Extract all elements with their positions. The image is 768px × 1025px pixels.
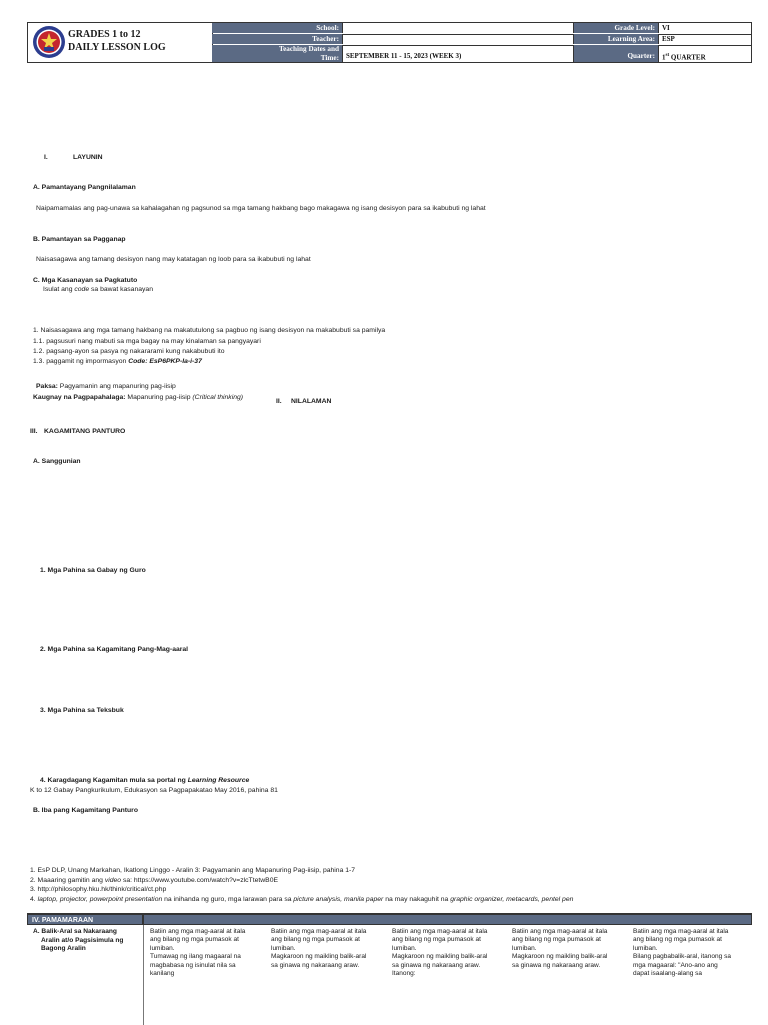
pamantayan-pagganap-label: B. Pamantayan sa Pagganap [33,236,126,243]
section-ii-heading: NILALAMAN [291,398,332,405]
day-1-line: Batiin ang mga mag-aaral at itala [150,928,246,935]
dates-value[interactable]: SEPTEMBER 11 - 15, 2023 (WEEK 3) [342,45,574,62]
dates-label-line-2: Time: [320,53,339,62]
other-2-em: video [104,877,122,884]
other-material-1: 1. EsP DLP, Unang Markahan, Ikatlong Linggo - Aralin 3: Pagyamanin ang Mapanuring Pag-iisip, pahina 1-7 [30,867,356,874]
teacher-value[interactable] [342,34,574,44]
quarter-text: QUARTER [669,53,706,62]
balik-aral-label-2: Aralin at/o Pagsisimula ng [41,936,124,944]
learning-resource-text: K to 12 Gabay Pangkurikulum, Edukasyon sa Pagpapakatao May 2016, pahina 81 [30,787,278,794]
learning-resource-label [40,777,249,785]
day-1-line: magbabasa ng isinulat nila sa [150,961,236,969]
section-i-roman: I. [44,154,48,161]
teacher-label: Teacher: [212,34,342,44]
paksa-label: Paksa: [36,383,58,390]
day-1-line: lumiban. [150,944,175,952]
day-4-line: lumiban. [512,944,537,952]
gabay-guro-label: 1. Mga Pahina sa Gabay ng Guro [40,567,146,574]
kagamitang-mag-aaral-label: 2. Mga Pahina sa Kagamitang Pang-Mag-aaral [40,646,189,653]
learning-area-label: Learning Area: [574,34,658,44]
day-4-line: ang bilang ng mga pumasok at [512,936,601,944]
kaugnay-em: (Critical thinking) [192,394,244,401]
day-4-line: Batiin ang mga mag-aaral at itala [512,928,608,935]
day-4-line: sa ginawa ng nakaraang araw. [512,961,601,969]
learning-resource-pre: 4. Karagdagang Kagamitan mula sa portal ng [40,777,188,784]
day-5-line: Batiin ang mga mag-aaral at itala [633,928,729,935]
kasanayan-subtitle [43,286,153,294]
kasanayan-sub-pre: Isulat ang [43,286,75,293]
title-line-1: GRADES 1 to 12 [68,29,141,40]
other-2-pre: 2. Maaaring gamitin ang [30,877,105,884]
quarter-label: Quarter: [574,45,658,62]
competency-1-1: 1.1. pagsusuri nang mabuti sa mga bagay na may kinalaman sa pangyayari [33,338,261,345]
day-5-line: dapat isaalang-alang sa [633,970,703,978]
other-4-d: picture analysis, manila paper [293,896,384,903]
competency-code: Code: EsP6PKP-Ia-i-37 [128,358,202,365]
other-4-b: laptop, projector, powerpoint presentation [37,896,163,903]
paksa-text: Pagyamanin ang mapanuring pag-iisip [57,383,176,390]
day-3-cell [392,928,510,979]
procedure-heading: IV. PAMAMARAAN [27,914,143,925]
day-2-line: lumiban. [271,944,296,952]
dates-label-line-1: Teaching Dates and [278,45,339,53]
day-3-line: Itanong: [392,970,416,978]
learning-area-value[interactable]: ESP [658,34,751,44]
competency-1-3 [33,358,202,366]
kasanayan-label: C. Mga Kasanayan sa Pagkatuto [33,277,138,284]
balik-aral-label [33,928,123,954]
day-3-line: Magkaroon ng maikling balik-aral [392,953,488,961]
other-4-a: 4. [30,896,38,903]
other-material-2 [30,877,278,885]
day-2-cell [271,928,389,970]
quarter-value[interactable] [658,45,751,62]
section-iii-roman: III. [30,428,38,435]
competency-1-3-text: 1.3. paggamit ng impormasyon [33,358,129,365]
day-1-line: Tumawag ng ilang magaaral na [150,953,241,961]
pamantayang-pangnilalaman-label: A. Pamantayang Pangnilalaman [33,184,136,191]
day-2-line: Batiin ang mga mag-aaral at itala [271,928,367,935]
section-ii-roman: II. [276,398,282,405]
header-table [27,22,752,63]
logo-cell [28,23,213,62]
day-4-cell [512,928,630,970]
other-material-3[interactable]: 3. http://philosophy.hku.hk/think/critical/ct.php [30,886,167,893]
procedure-heading-fill [143,914,752,925]
paksa-line [36,383,176,391]
competency-1-2: 1.2. pagsang-ayon sa pasya ng nakararami kung nakabubuti ito [33,348,225,355]
header-row-dates [212,45,751,62]
grade-level-value[interactable]: VI [658,23,751,33]
youtube-link[interactable]: sa: https://www.youtube.com/watch?v=zlcTtetwB0E [121,877,279,884]
day-5-line: mga magaaral: "Ano-ano ang [633,961,718,969]
day-1-line: ang bilang ng mga pumasok at [150,936,239,944]
day-5-line: ang bilang ng mga pumasok at [633,936,722,944]
sanggunian-label: A. Sanggunian [33,458,81,465]
balik-aral-label-3: Bagong Aralin [41,945,86,953]
pamantayan-pagganap-text: Naisasagawa ang tamang desisyon nang may katatagan ng loob para sa ikabubuti ng lahat [36,256,311,263]
column-divider [143,925,144,1025]
pamantayang-pangnilalaman-text: Naipamamalas ang pag-unawa sa kahalagahan ng pagsunod sa mga tamang hakbang bago makagawa ng isang desisyon para sa ikabubuti ng lahat [36,205,486,212]
dates-label [212,45,342,62]
school-label: School: [212,23,342,33]
quarter-suffix: st [665,53,670,58]
title-line-2: DAILY LESSON LOG [68,42,166,53]
day-5-line: lumiban. [633,944,658,952]
kasanayan-sub-em: code [74,286,90,293]
procedure-table [27,913,752,1025]
other-4-e: na may nakaguhit na [383,896,451,903]
day-2-line: ang bilang ng mga pumasok at [271,936,360,944]
grade-level-label: Grade Level: [574,23,658,33]
kaugnay-line [33,394,243,402]
competency-1: 1. Naisasagawa ang mga tamang hakbang na makatutulong sa pagbuo ng isang desisyon na makabubuti sa pamilya [33,327,386,334]
kaugnay-text: Mapanuring pag-iisip [125,394,193,401]
day-2-line: Magkaroon ng maikling balik-aral [271,953,367,961]
day-3-line: sa ginawa ng nakaraang araw. [392,961,481,969]
deped-seal-icon [32,25,66,59]
kaugnay-label: Kaugnay na Pagpapahalaga: [33,394,126,401]
other-4-c: na inihanda ng guro, mga larawan para sa [162,896,294,903]
teksbuk-label: 3. Mga Pahina sa Teksbuk [40,707,124,714]
section-i-heading: LAYUNIN [73,154,103,161]
iba-pang-kagamitan-label: B. Iba pang Kagamitang Panturo [33,807,138,814]
other-material-4 [30,896,573,904]
day-3-line: Batiin ang mga mag-aaral at itala [392,928,488,935]
learning-resource-em: Learning Resource [187,777,250,784]
day-3-line: lumiban. [392,944,417,952]
section-iii-heading: KAGAMITANG PANTURO [44,428,126,435]
school-value[interactable] [342,23,574,33]
day-5-cell [633,928,751,979]
day-1-cell [150,928,268,979]
header-fields [212,23,751,62]
day-2-line: sa ginawa ng nakaraang araw. [271,961,360,969]
day-3-line: ang bilang ng mga pumasok at [392,936,481,944]
balik-aral-label-1: A. Balik-Aral sa Nakaraang [33,928,117,935]
day-5-line: Bilang pagbabalik-aral, itanong sa [633,953,731,961]
kasanayan-sub-post: sa bawat kasanayan [89,286,153,293]
day-1-line: kanilang [150,970,175,978]
other-4-f: graphic organizer, metacards, pentel pen [450,896,574,903]
quarter-number: 1 [662,53,666,62]
day-4-line: Magkaroon ng maikling balik-aral [512,953,608,961]
